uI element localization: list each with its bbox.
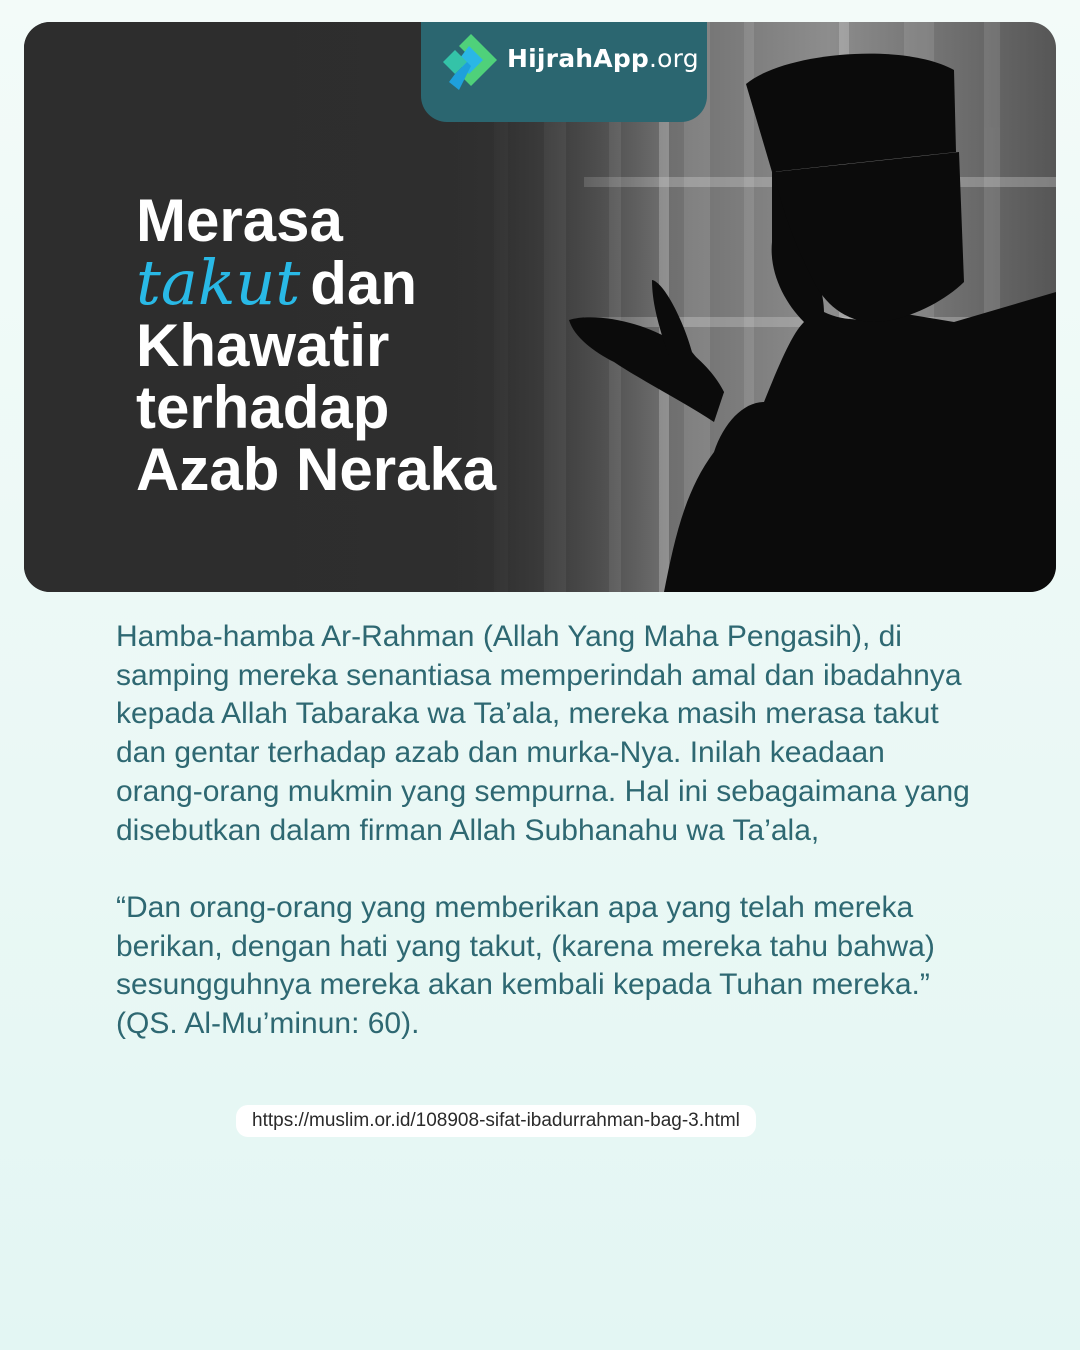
body-text bbox=[116, 618, 976, 1044]
hero-banner bbox=[24, 22, 1056, 592]
source-link[interactable]: https://muslim.or.id/108908-sifat-ibadurrahman-bag-3.html bbox=[236, 1105, 756, 1137]
logo-tab bbox=[421, 22, 707, 122]
intro-paragraph: Hamba-hamba Ar-Rahman (Allah Yang Maha Pengasih), di samping mereka senantiasa memperindah amal dan ibadahnya kepada Allah Tabaraka wa Ta’ala, mereka masih merasa takut dan gentar terhadap azab dan murka-Nya. Inilah keadaan orang-orang mukmin yang sempurna. Hal ini sebagaimana yang disebutkan dalam firman Allah Subhanahu wa Ta’ala, bbox=[116, 620, 970, 847]
brand-name: HijrahApp.org bbox=[507, 44, 699, 73]
headline-line-1: Merasa bbox=[136, 187, 343, 254]
headline-line-3: Khawatir bbox=[136, 312, 390, 379]
headline-line-5: Azab Neraka bbox=[136, 436, 497, 503]
headline-line-2: takut dan bbox=[136, 246, 417, 319]
quran-quote: “Dan orang-orang yang memberikan apa yang telah mereka berikan, dengan hati yang takut, (karena mereka tahu bahwa) sesungguhnya mereka akan kembali kepada Tuhan mereka.” (QS. Al-Mu’minun: 60). bbox=[116, 890, 935, 1041]
headline-line-4: terhadap bbox=[136, 374, 390, 441]
headline-accent-word: takut bbox=[136, 246, 301, 319]
headline bbox=[136, 187, 497, 503]
hijrah-logo-icon bbox=[441, 32, 499, 92]
